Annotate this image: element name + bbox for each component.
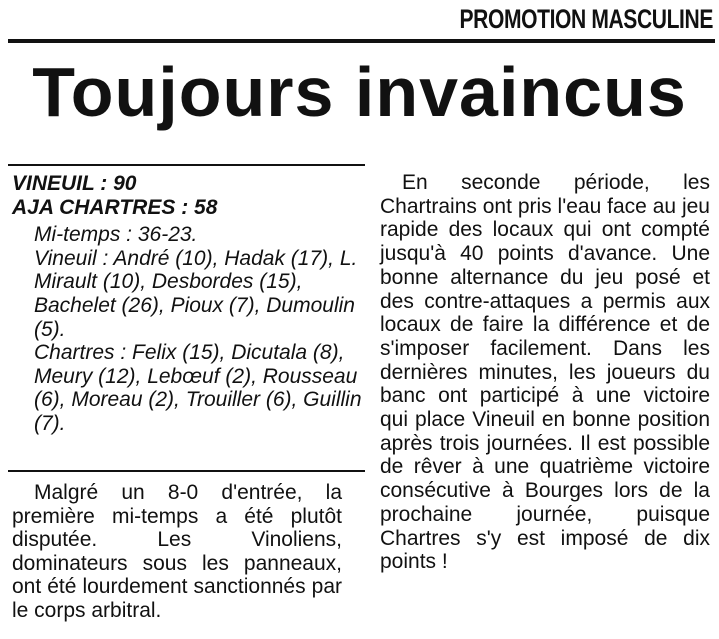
article-paragraph-2: En seconde période, les Chartrains ont pris l'eau face au jeu rapide des locaux qui ont compté jusqu'à 40 points d'avance. Une bonne alternance du jeu posé et des contre-attaques a permis aux locaux de faire la différence et de s'imposer facilement. Dans les dernières minutes, les joueurs du banc ont participé à une victoire qui place Vineuil en bonne position après trois journées. Il est possible de rêver à une quatrième victoire consécutive à Bourges lors de la prochaine journée, puisque Chartres s'y est imposé de dix points ! [380,171,710,574]
article-paragraph-1: Malgré un 8-0 d'entrée, la première mi-temps a été plutôt disputée. Les Vinoliens, dominateurs sous les panneaux, ont été lourdement sanctionnés par le corps arbitral. [12,481,342,622]
scorers-vineuil: Vineuil : André (10), Hadak (17), L. Mirault (10), Desbordes (15), Bachelet (26), Pioux (7), Dumoulin (5). [34,246,358,341]
halftime-score: Mi-temps : 36-23. [34,223,198,247]
score-home: VINEUIL : 90 [12,172,137,195]
headline: Toujours invaincus [32,53,687,131]
score-box-bottom-rule [8,470,365,472]
header-rule [8,39,715,43]
section-rubric: PROMOTION MASCULINE [459,4,713,34]
score-away: AJA CHARTRES : 58 [12,195,218,219]
scorers-chartres: Chartres : Felix (15), Dicutala (8), Meury (12), Lebœuf (2), Rousseau (6), Moreau (2), Trouiller (6), Guillin (7). [34,341,362,435]
score-box-rule [8,164,365,166]
score-box [12,172,364,436]
